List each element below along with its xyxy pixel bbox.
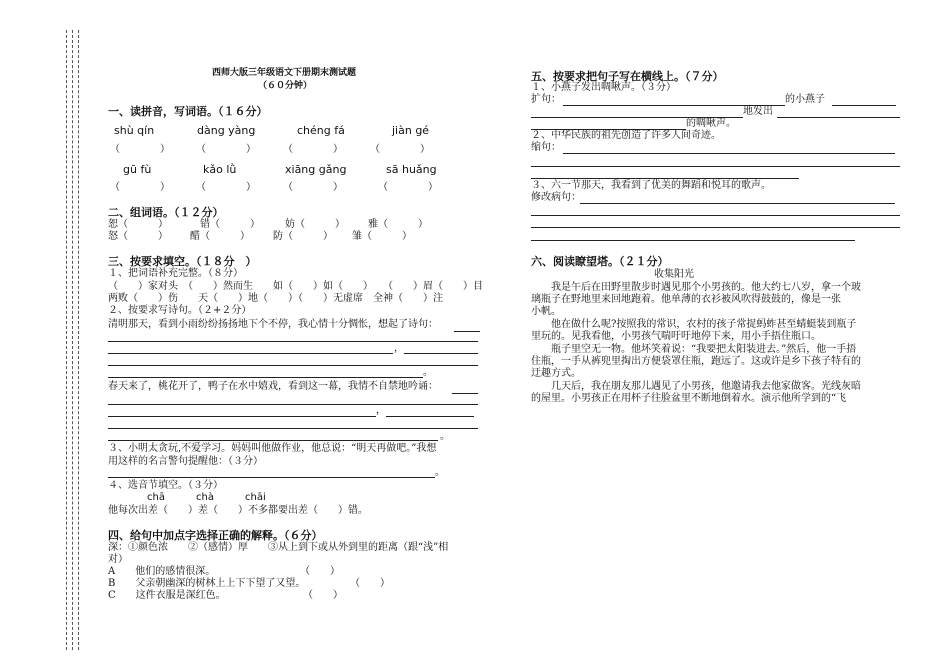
story-line: 璃瓶子在野地里来回地跑着。他单薄的衣衫被风吹得鼓鼓的，像是一张 [531,294,841,305]
comma: ， [394,343,404,354]
answer-paren[interactable]: （ ） [350,578,390,589]
q3-prompt: ３、小明太贪玩,不爱学习。妈妈叫他做作业，他总说：“明天再做吧。”我想 [108,443,437,454]
q4-prompt: ４、选音节填空。（３分） [108,480,223,491]
answer-line[interactable] [777,117,900,118]
answer-paren[interactable]: （ ） [196,182,256,193]
story-line: 住瓶，一手从裤兜里掏出方便袋罩住瓶，跑远了。这或许是乡下孩子特有的 [531,356,861,367]
answer-paren[interactable]: （ ） [303,590,343,601]
answer-line[interactable] [108,341,478,342]
kuoju-text: 地发出 [743,106,773,117]
answer-line[interactable] [108,416,376,417]
answer-line[interactable] [531,166,900,167]
q4-pinyin: chā [147,492,165,503]
option-b: B 父亲朝幽深的树林上上下下望了又望。 [108,578,306,589]
answer-line[interactable] [108,428,478,429]
story-line: 里玩的。见我看他，小男孩气喘吁吁地停下来，用小手捂住瓶口。 [531,331,821,342]
story-title: 收集阳光 [654,269,694,280]
section2-heading: 二、组词语。（１２分） [108,206,224,219]
pinyin-1: shù qín [114,124,155,137]
answer-line[interactable] [454,331,480,332]
answer-paren[interactable]: （ ） [378,182,438,193]
section4-heading: 四、给句中加点字选择正确的解释。（６分） [108,529,323,542]
period: 。 [440,431,450,442]
q4-line[interactable]: 他每次出差（ ）差（ ）不多都要出差（ ）错。 [108,505,368,516]
kuoju-label: 扩句： [531,94,561,105]
pinyin-8: sā huǎng [386,163,437,176]
pinyin-7: xiāng gǎng [285,163,347,176]
q1-row1[interactable]: （ ）家对头 （ ）然而生 如（ ）如（ ） （ ）眉（ ）目 [108,281,483,292]
exam-title: 西师大版三年级语文下册期末测试题 [212,68,357,78]
s5-q3: ３、六一节那天，我看到了优美的舞蹈和悦耳的歌声。 [531,180,771,191]
answer-paren[interactable]: （ ） [110,182,170,193]
word-item[interactable]: 错（ ） [200,219,260,230]
option-a: A 他们的感情很深。 [108,566,216,577]
word-item[interactable]: 雏（ ） [352,231,412,242]
period: 。 [423,367,433,378]
definition-line: 对） [108,554,128,565]
kuoju-text: 的啁啾声。 [686,118,736,129]
q1-prompt: １、把词语补充完整。（８分） [108,268,243,279]
binding-line-1 [66,30,67,650]
q1-row2[interactable]: 两败（ ）伤 天（ ）地（ ）（ ）无虚席 全神（ ）注 [108,293,443,304]
q4-pinyin: chà [196,492,214,503]
q3-prompt-2: 用这样的名言警句提醒他：（３分） [108,456,263,467]
option-c: C 这件衣服是深红色。 [108,590,226,601]
kuoju-text: 的小燕子 [785,94,825,105]
definition-line: 深：①颜色浓 ②（感情）厚 ③从上到下或从外到里的距离（跟“浅”相 [108,542,449,553]
pinyin-4: jiàn gé [392,124,430,137]
answer-line[interactable] [563,153,895,154]
answer-paren[interactable]: （ ） [370,144,430,155]
word-item[interactable]: 怒（ ） [108,231,168,242]
word-item[interactable]: 醋（ ） [190,231,250,242]
pinyin-5: gū fù [123,163,152,176]
answer-paren[interactable]: （ ） [300,566,340,577]
answer-line[interactable] [452,393,478,394]
s5-q2: ２、中华民族的祖先创造了许多人间奇迹。 [531,130,721,141]
answer-line[interactable] [108,477,435,478]
q2-prompt: ２、按要求写诗句。（２+２分） [108,305,252,316]
exam-subtitle: （６０分钟） [258,81,313,91]
word-item[interactable]: 防（ ） [273,231,333,242]
q2-a: 清明那天，看到小雨纷纷扬扬地下个不停，我心情十分惆怅，想起了诗句： [108,319,438,330]
story-line: 的屋里。小男孩正在用杯子往脸盆里不断地倒着水。演示他所学到的“飞 [531,393,847,404]
story-line: 小帆。 [531,306,561,317]
binding-line-3 [78,30,79,650]
answer-line[interactable] [404,353,478,354]
answer-paren[interactable]: （ ） [283,182,343,193]
section6-heading: 六、阅读瞭望塔。（２１分） [531,255,669,268]
word-item[interactable]: 妨（ ） [285,219,345,230]
answer-line[interactable] [832,105,896,106]
comma: ， [376,405,386,416]
answer-paren[interactable]: （ ） [283,144,343,155]
answer-line[interactable] [108,440,438,441]
answer-line[interactable] [531,215,900,216]
answer-line[interactable] [531,227,900,228]
section3-heading: 三、按要求填空。（１８分 ） [108,255,257,268]
answer-paren[interactable]: （ ） [196,144,256,155]
answer-line[interactable] [108,353,393,354]
word-item[interactable]: 恕（ ） [108,219,168,230]
answer-paren[interactable]: （ ） [110,144,170,155]
pinyin-2: dàng yàng [197,124,256,137]
story-line: 迂趣方式。 [531,368,581,379]
binding-line-2 [72,30,73,650]
answer-line[interactable] [108,377,423,378]
answer-line[interactable] [531,240,855,241]
answer-line[interactable] [108,404,478,405]
word-item[interactable]: 雅（ ） [368,219,428,230]
answer-line[interactable] [531,178,799,179]
suoju-label: 缩句： [531,142,561,153]
story-line: 我是午后在田野里散步时遇见那个小男孩的。他大约七八岁，拿一个玻 [531,282,861,293]
story-line: 几天后，我在朋友那儿遇见了小男孩，他邀请我去他家做客。光线灰暗 [531,381,861,392]
answer-line[interactable] [108,365,478,366]
xiugai-label: 修改病句： [531,192,581,203]
answer-line[interactable] [386,416,474,417]
section1-heading: 一、读拼音，写词语。（１６分） [108,105,268,118]
q4-pinyin: chāi [245,492,266,503]
pinyin-6: kǎo lǜ [203,163,237,176]
q2-b: 春天来了，桃花开了，鸭子在水中嬉戏，看到这一幕，我情不自禁地吟诵： [108,381,438,392]
story-line: 他在做什么呢?按照我的常识，农村的孩子常捉蚂蚱甚至蜻蜓装到瓶子 [531,319,857,330]
s5-q1: １、小燕子发出啁啾声。（３分） [531,82,676,93]
section5-heading: 五、按要求把句子写在横线上。（７分） [531,70,724,83]
period: 。 [435,467,445,478]
pinyin-3: chéng fá [297,124,345,137]
answer-line[interactable] [580,203,895,204]
story-line: 瓶子里空无一物。他坏笑着说：“我要把太阳装进去。”然后，他一手捂 [531,344,857,355]
